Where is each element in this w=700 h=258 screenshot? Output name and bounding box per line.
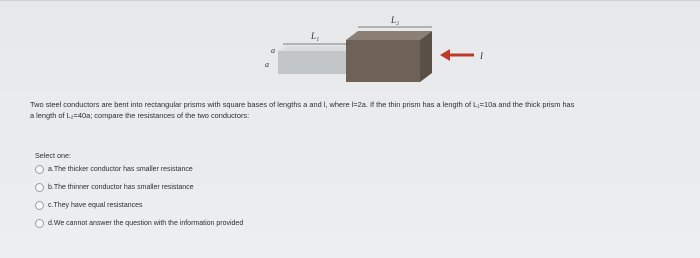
thick-prism	[346, 31, 432, 82]
label-current-i: I	[480, 51, 483, 61]
question-line-2: a length of L₂=40a; compare the resistances of the two conductors:	[30, 111, 250, 120]
select-one-label: Select one:	[35, 151, 71, 160]
option-c[interactable]	[48, 199, 143, 211]
prism-figure	[0, 1, 700, 96]
question-text	[30, 99, 698, 121]
label-a-top: a	[271, 46, 275, 55]
option-b-label: b.The thinner conductor has smaller resistance	[48, 183, 194, 191]
option-b[interactable]	[48, 181, 194, 193]
radio-button-c[interactable]	[35, 201, 44, 210]
option-d-label: d.We cannot answer the question with the information provided	[48, 219, 244, 227]
radio-button-b[interactable]	[35, 183, 44, 192]
option-d[interactable]	[48, 217, 243, 229]
label-l2: L₂	[391, 15, 400, 25]
radio-button-a[interactable]	[35, 165, 44, 174]
thin-prism	[278, 46, 355, 74]
radio-button-d[interactable]	[35, 219, 44, 228]
label-a-left: a	[265, 60, 269, 69]
option-c-label: c.They have equal resistances	[48, 201, 143, 209]
current-arrow-icon	[440, 49, 474, 61]
label-l1: L₁	[311, 31, 320, 41]
option-a-label: a.The thicker conductor has smaller resistance	[48, 165, 193, 173]
question-line-1: Two steel conductors are bent into rectangular prisms with square bases of lengths a and l, where l=2a. If the thin prism has a length of L₁=10a and the thick prism has	[30, 100, 575, 109]
option-a[interactable]	[48, 163, 193, 175]
